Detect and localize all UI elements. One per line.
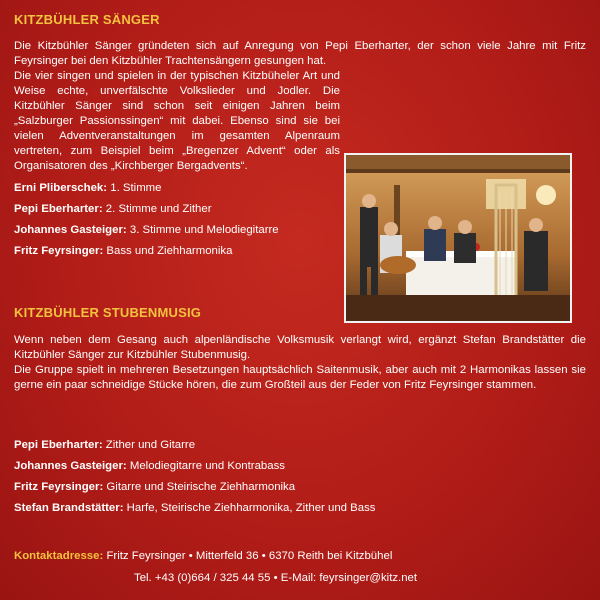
member-entry — [14, 498, 375, 519]
member-entry — [14, 435, 375, 456]
stubenmusig-member-list — [14, 435, 375, 519]
member-name: Stefan Brandstätter: — [14, 502, 124, 514]
member-name: Johannes Gasteiger: — [14, 224, 127, 236]
member-entry — [14, 199, 279, 220]
member-role: Zither und Gitarre — [105, 439, 196, 451]
member-role: 2. Stimme und Zither — [105, 203, 212, 215]
contact-phone-email: Tel. +43 (0)664 / 325 44 55 • E-Mail: feyrsinger@kitz.net — [134, 572, 418, 584]
member-entry — [14, 241, 279, 262]
contact-block — [14, 545, 417, 589]
member-role: Harfe, Steirische Ziehharmonika, Zither und Bass — [126, 502, 376, 514]
member-name: Fritz Feyrsinger: — [14, 481, 104, 493]
contact-address-line — [14, 545, 417, 567]
section-heading-stubenmusig: KITZBÜHLER STUBENMUSIG — [14, 305, 202, 320]
section-heading-saenger: KITZBÜHLER SÄNGER — [14, 12, 160, 27]
paragraph: Die vier singen und spielen in der typischen Kitzbüheler Art und Weise echte, unverfälschte Volkslieder und Jodler. Die Kitzbühler Sänger sind schon seit einigen Jahren beim „Salzburger Passionssingen“ mit dabei. Ebenso sind sie bei vielen Adventveranstaltungen im gesamten Alpenraum vertreten, zum Beispiel beim „Bregenzer Advent“ oder als Organisatoren des „Kirchberger Bergadvents“. — [14, 70, 340, 172]
saenger-member-list — [14, 178, 279, 262]
member-entry — [14, 178, 279, 199]
member-entry — [14, 477, 375, 498]
member-name: Johannes Gasteiger: — [14, 460, 127, 472]
member-entry — [14, 220, 279, 241]
member-name: Pepi Eberharter: — [14, 203, 103, 215]
group-photo — [344, 153, 572, 323]
paragraph: Wenn neben dem Gesang auch alpenländische Volksmusik verlangt wird, ergänzt Stefan Brandstätter die Kitzbühler Sänger zur Kitzbühler Stubenmusig. — [14, 334, 586, 361]
group-photo-illustration — [346, 155, 570, 321]
stubenmusig-description — [14, 333, 586, 393]
member-name: Erni Pliberschek: — [14, 182, 108, 194]
member-role: Bass und Ziehharmonika — [106, 245, 233, 257]
paragraph: Die Gruppe spielt in mehreren Besetzungen hauptsächlich Saitenmusik, aber auch mit 2 Harmonikas lassen sie gerne ein paar schneidige Stücke hören, die zum Großteil aus der Feder von Fritz Feyrsinger stammen. — [14, 364, 586, 391]
member-role: 3. Stimme und Melodiegitarre — [129, 224, 279, 236]
member-name: Pepi Eberharter: — [14, 439, 103, 451]
member-role: Gitarre und Steirische Ziehharmonika — [106, 481, 296, 493]
paragraph: Die Kitzbühler Sänger gründeten sich auf Anregung von Pepi Eberharter, der schon viele Jahre mit Fritz Feyrsinger bei den Kitzbühler Trachtensängern gesungen hat. — [14, 40, 586, 67]
member-entry — [14, 456, 375, 477]
member-role: Melodiegitarre und Kontrabass — [129, 460, 285, 472]
contact-address: Fritz Feyrsinger • Mitterfeld 36 • 6370 Reith bei Kitzbühel — [106, 550, 393, 562]
contact-label: Kontaktadresse: — [14, 550, 104, 562]
member-role: 1. Stimme — [110, 182, 162, 194]
member-name: Fritz Feyrsinger: — [14, 245, 104, 257]
